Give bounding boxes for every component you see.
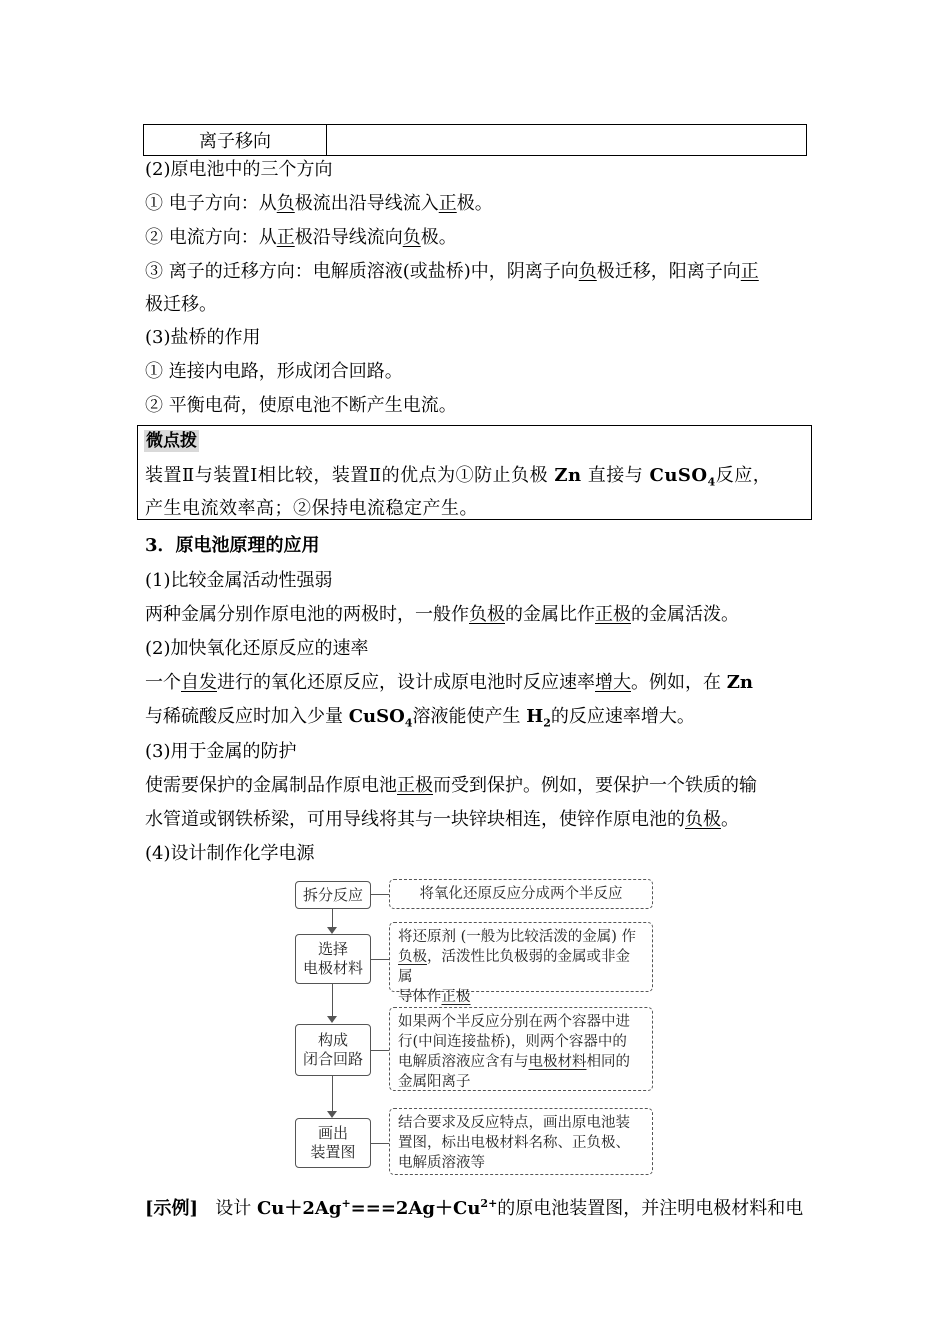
arrow-line-1 — [332, 909, 333, 928]
connector-4 — [371, 1143, 389, 1144]
table-value-cell — [327, 125, 807, 156]
salt-bridge-point-2: ② 平衡电荷，使原电池不断产生电流。 — [145, 395, 457, 416]
connector-3 — [371, 1050, 389, 1051]
ion-direction-line-cont: 极迁移。 — [145, 294, 217, 315]
arrow-down-3 — [327, 1111, 337, 1118]
flow-desc-select: 将还原剂 (一般为比较活泼的金属) 作 负极，活泼性比负极弱的金属或非金属 导体作正极 — [389, 922, 653, 992]
flow-desc-circuit: 如果两个半反应分别在两个容器中进 行(中间连接盐桥)，则两个容器中的 电解质溶液应含有与电极材料相同的 金属阳离子 — [389, 1007, 653, 1091]
flow-desc-split: 将氧化还原反应分成两个半反应 — [389, 879, 653, 909]
table-label-cell: 离子移向 — [144, 125, 327, 156]
ion-migration-table — [143, 124, 807, 156]
tip-box — [137, 425, 812, 520]
electron-direction-line: ① 电子方向：从负极流出沿导线流入正极。 — [145, 193, 493, 214]
example-tag: [示例] — [145, 1198, 199, 1219]
arrow-down-1 — [327, 927, 337, 934]
connector-1 — [371, 894, 389, 895]
ion-direction-line: ③ 离子的迁移方向：电解质溶液(或盐桥)中，阴离子向负极迁移，阳离子向正 — [145, 261, 759, 282]
arrow-line-2 — [332, 984, 333, 1017]
arrow-line-3 — [332, 1076, 333, 1113]
sec3-para-3b: 水管道或钢铁桥梁，可用导线将其与一块锌块相连，使锌作原电池的负极。 — [145, 809, 739, 830]
sec3-para-2a: 一个自发进行的氧化还原反应，设计成原电池时反应速率增大。例如，在 Zn — [145, 672, 753, 693]
sec3-heading-2: (2)加快氧化还原反应的速率 — [145, 638, 369, 659]
arrow-down-2 — [327, 1016, 337, 1023]
current-direction-line: ② 电流方向：从正极沿导线流向负极。 — [145, 227, 457, 248]
flow-desc-draw: 结合要求及反应特点，画出原电池装 置图，标出电极材料名称、正负极、 电解质溶液等 — [389, 1108, 653, 1175]
flow-step-split: 拆分反应 — [295, 881, 371, 909]
tip-tag: 微点拨 — [146, 431, 197, 451]
flow-step-select: 选择 电极材料 — [295, 934, 371, 984]
sec3-para-1: 两种金属分别作原电池的两极时，一般作负极的金属比作正极的金属活泼。 — [145, 604, 739, 625]
sec3-heading-4: (4)设计制作化学电源 — [145, 843, 315, 864]
salt-bridge-point-1: ① 连接内电路，形成闭合回路。 — [145, 361, 403, 382]
sec3-heading-3: (3)用于金属的防护 — [145, 741, 297, 762]
flow-step-circuit: 构成 闭合回路 — [295, 1024, 371, 1076]
sec3-para-2b: 与稀硫酸反应时加入少量 CuSO$_4$溶液能使产生 $H_2$的反应速率增大。 — [145, 706, 695, 730]
example-line: [示例] 设计 $Cu+2Ag^+===2Ag+Cu^{2+}$的原电池装置图，并注明电极材料和电 — [145, 1197, 804, 1219]
sec3-heading-1: (1)比较金属活动性强弱 — [145, 570, 333, 591]
section-heading-3: (3)盐桥的作用 — [145, 327, 261, 348]
flow-step-draw: 画出 装置图 — [295, 1118, 371, 1168]
section-3-title: 3．原电池原理的应用 — [145, 535, 320, 556]
tip-line-1: 装置Ⅱ与装置Ⅰ相比较，装置Ⅱ的优点为①防止负极 Zn 直接与 CuSO$_4$反应， — [145, 465, 772, 489]
section-heading-2: (2)原电池中的三个方向 — [145, 159, 333, 180]
connector-2 — [371, 959, 389, 960]
sec3-para-3a: 使需要保护的金属制品作原电池正极而受到保护。例如，要保护一个铁质的输 — [145, 775, 757, 796]
tip-line-2: 产生电流效率高；②保持电流稳定产生。 — [145, 498, 478, 519]
